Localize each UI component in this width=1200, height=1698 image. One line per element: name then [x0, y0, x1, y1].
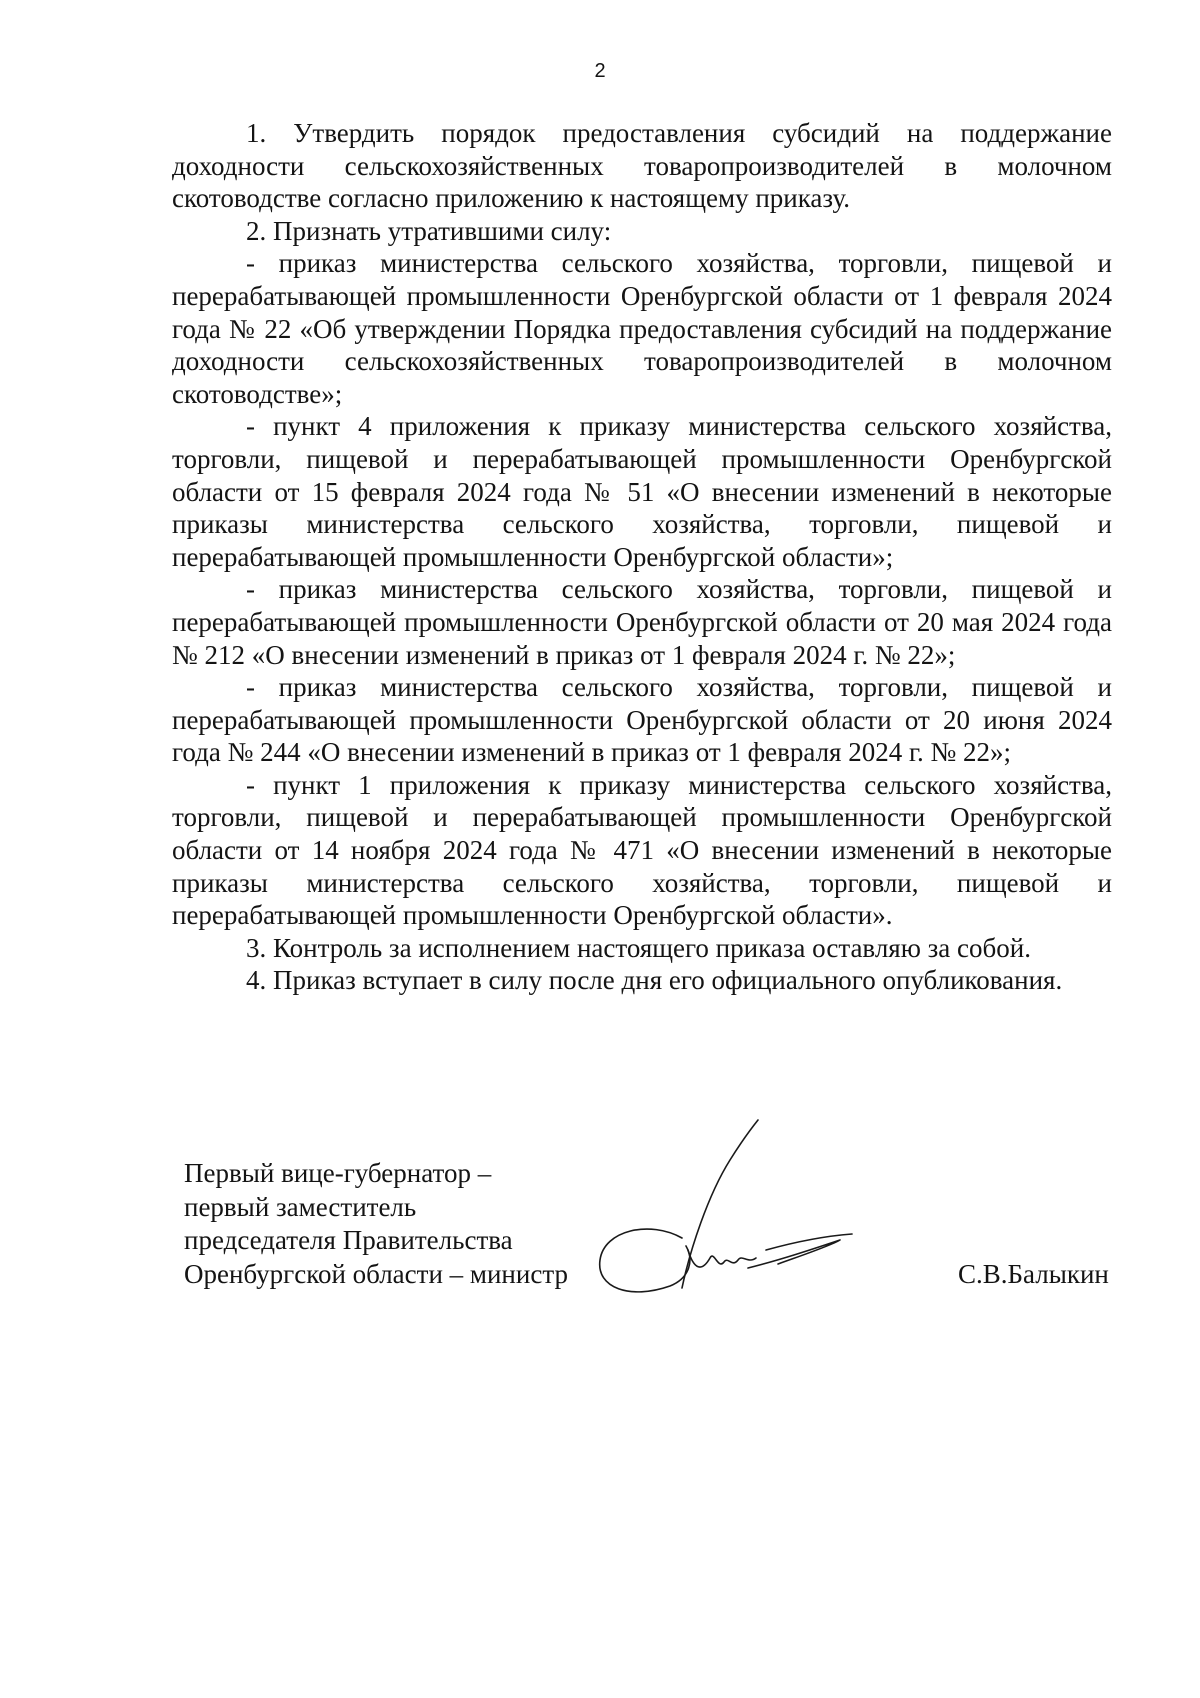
signer-position-line: первый заместитель	[184, 1191, 417, 1222]
signer-position	[184, 1157, 568, 1291]
paragraph-1: 1. Утвердить порядок предоставления субсидий на поддержание доходности сельскохозяйственных товаропроизводителей в молочном скотоводстве согласно приложению к настоящему приказу.	[172, 118, 1112, 214]
signer-position-line: Оренбургской области – министр	[184, 1258, 568, 1289]
paragraph-4: 4. Приказ вступает в силу после дня его официального опубликования.	[246, 965, 1063, 996]
paragraph-repealed-order-51: - пункт 4 приложения к приказу министерства сельского хозяйства, торговли, пищевой и перерабатывающей промышленности Оренбургской области от 15 февраля 2024 года № 51 «О внесении изменений в некоторые приказы министерства сельского хозяйства, торговли, пищевой и перерабатывающей промышленности Оренбургской области»;	[172, 411, 1112, 572]
page-number: 2	[594, 60, 606, 82]
document-body	[172, 117, 1112, 997]
signer-position-line: Первый вице-губернатор –	[184, 1158, 492, 1188]
handwritten-signature	[590, 1100, 870, 1310]
paragraph-3: 3. Контроль за исполнением настоящего приказа оставляю за собой.	[246, 932, 1031, 963]
signer-position-line: председателя Правительства	[184, 1225, 513, 1255]
paragraph-2: 2. Признать утратившими силу:	[246, 215, 612, 246]
paragraph-repealed-order-22: - приказ министерства сельского хозяйства, торговли, пищевой и перерабатывающей промышленности Оренбургской области от 1 февраля 2024 года № 22 «Об утверждении Порядка предоставления субсидий на поддержание доходности сельскохозяйственных товаропроизводителей в молочном скотоводстве»;	[172, 248, 1112, 409]
paragraph-repealed-order-212: - приказ министерства сельского хозяйства, торговли, пищевой и перерабатывающей промышленности Оренбургской области от 20 мая 2024 года № 212 «О внесении изменений в приказ от 1 февраля 2024 г. № 22»;	[172, 574, 1112, 670]
signer-name: С.В.Балыкин	[958, 1259, 1109, 1289]
paragraph-repealed-order-471: - пункт 1 приложения к приказу министерства сельского хозяйства, торговли, пищевой и перерабатывающей промышленности Оренбургской области от 14 ноября 2024 года № 471 «О внесении изменений в некоторые приказы министерства сельского хозяйства, торговли, пищевой и перерабатывающей промышленности Оренбургской области».	[172, 769, 1112, 931]
paragraph-repealed-order-244: - приказ министерства сельского хозяйства, торговли, пищевой и перерабатывающей промышленности Оренбургской области от 20 июня 2024 года № 244 «О внесении изменений в приказ от 1 февраля 2024 г. № 22»;	[172, 672, 1112, 768]
